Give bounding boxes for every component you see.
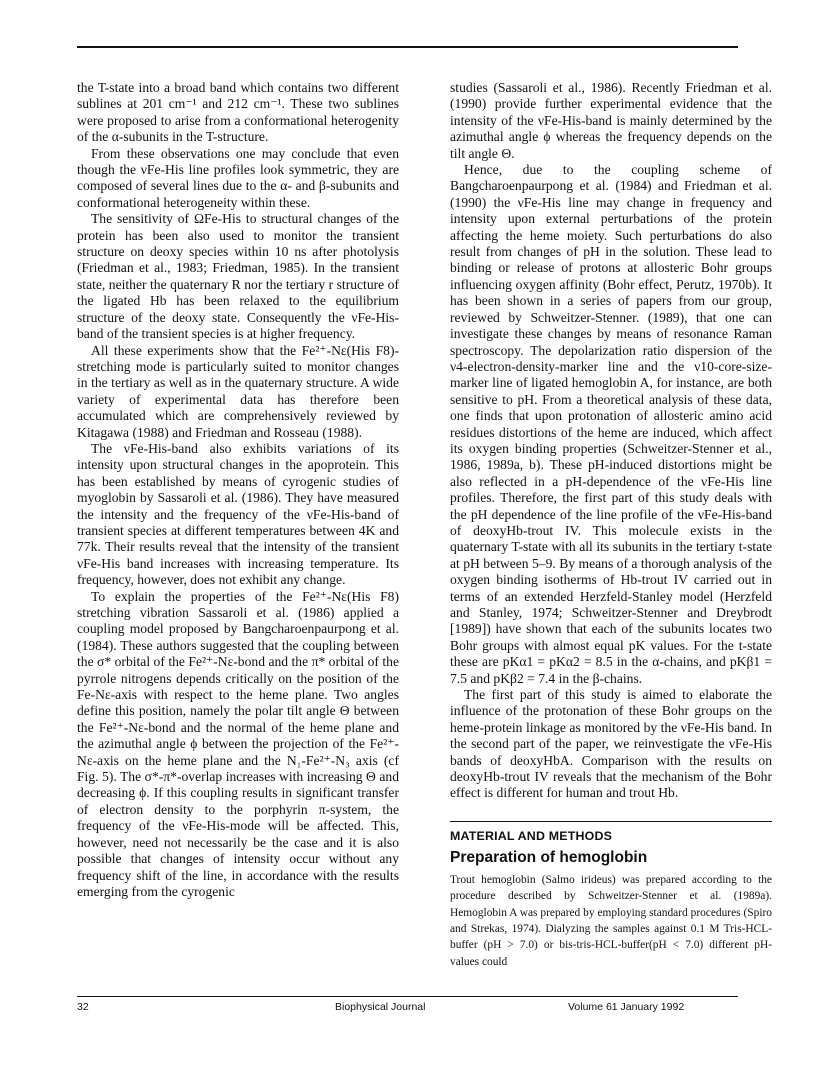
- journal-name: Biophysical Journal: [335, 1001, 426, 1013]
- paragraph: The first part of this study is aimed to elaborate the influence of the protonation of these Bohr groups on the heme-protein linkage as monitored by the νFe-His band. In the second part of the paper, we reinvestigate the νFe-His bands of deoxyHbA. Comparison with the results on deoxyHb-trout IV reveals that the mechanism of the Bohr effect is different for human and trout Hb.: [450, 687, 772, 801]
- subsection-title: Preparation of hemoglobin: [450, 849, 648, 867]
- left-column: [77, 80, 399, 900]
- paragraph: studies (Sassaroli et al., 1986). Recently Friedman et al. (1990) provide further experimental evidence that the intensity of the νFe-His-band is mainly determined by the azimuthal angle ϕ whereas the frequency depends on the tilt angle Θ.: [450, 80, 772, 161]
- methods-paragraph: Trout hemoglobin (Salmo irideus) was prepared according to the procedure described by Schweitzer-Stenner et al. (1989a). Hemoglobin A was prepared by employing standard procedures (Spiro and Strekas, 1974). Dialyzing the samples against 0.1 M Tris-HCL-buffer (pH > 7.0) or bis-tris-HCL-buffer(pH < 7.0) different pH-values could: [450, 873, 772, 968]
- paragraph: From these observations one may conclude that even though the νFe-His line profiles look symmetric, they are composed of several lines due to the α- and β-subunits and conformational heterogeneity within these.: [77, 145, 399, 210]
- section-rule: [450, 821, 772, 822]
- right-column: [450, 80, 772, 970]
- volume-date: Volume 61 January 1992: [568, 1001, 685, 1013]
- page-number: 32: [77, 1001, 89, 1013]
- paragraph: To explain the properties of the Fe²⁺-Nε(His F8) stretching vibration Sassaroli et al. (1986) applied a coupling model proposed by Bangcharoenpaurpong et al. (1984). These authors suggested that the coupling between the σ* orbital of the Fe²⁺-Nε-bond and the π* orbital of the pyrrole nitrogens depends critically on the position of the Fe-Nε-axis with respect to the heme plane. Two angles define this position, namely the polar tilt angle Θ between the Fe²⁺-Nε-bond and the normal of the heme plane and the azimuthal angle ϕ between the projection of the Fe²⁺-Nε-axis on the heme plane and the N₁-Fe²⁺-N₃ axis (cf Fig. 5). The σ*-π*-overlap increases with increasing Θ and decreasing ϕ. If this coupling results in significant transfer of electron density to the porphyrin π-system, the frequency of the νFe-His-mode will be affected. This, however, need not necessarily be the case and it is also possible that changes of intensity occur without any frequency shift of the line, in accordance with the results emerging from the cyrogenic: [77, 588, 399, 899]
- paragraph: the T-state into a broad band which contains two different sublines at 201 cm⁻¹ and 212 cm⁻¹. These two sublines were proposed to arise from a conformational heterogenity of the α-subunits in the T-structure.: [77, 80, 399, 145]
- footer-rule: [77, 996, 738, 997]
- paragraph: The νFe-His-band also exhibits variations of its intensity upon structural changes in the apoprotein. This has been established by means of cyrogenic studies of myoglobin by Sassaroli et al. (1986). They have measured the intensity and the frequency of the νFe-His-band of transient species at different temperatures between 4K and 77k. Their results reveal that the intensity of the transient νFe-His band increases with increasing temperature. Its frequency, however, does not exhibit any change.: [77, 440, 399, 588]
- section-title: MATERIAL AND METHODS: [450, 828, 613, 843]
- paragraph: The sensitivity of ΩFe-His to structural changes of the protein has been also used to monitor the transient structure on deoxy species within 10 ns after photolysis (Friedman et al., 1983; Friedman, 1985). In the transient state, neither the quaternary R nor the tertiary r structure of the ligated Hb has been relaxed to the equilibrium structure of the deoxy state. Consequently the νFe-His-band of the transient species is at higher frequency.: [77, 211, 399, 342]
- top-rule: [77, 46, 738, 48]
- paragraph: Hence, due to the coupling scheme of Bangcharoenpaurpong et al. (1984) and Friedman et al. (1990) the νFe-His line may change in frequency and intensity upon external perturbations of the protein affecting the heme moiety. Such perturbations do also result from changes of pH in the solution. These lead to binding or release of protons at allosteric Bohr groups influencing oxygen affinity (Bohr effect, Perutz, 1970b). It has been shown in a series of papers from our group, reviewed by Schweitzer-Stenner. (1989), that one can investigate these changes by means of resonance Raman spectroscopy. The depolarization ratio dispersion of the ν4-electron-density-marker line and the ν10-core-size-marker line of ligated hemoglobin A, for instance, are both sensitive to pH. From a theoretical analysis of these data, one finds that upon protonation of allosteric amino acid residues distortions of the heme are induced, which affect its oxygen binding properties (Schweitzer-Stenner et al., 1986, 1989a, b). These pH-induced distortions might be also reflected in a pH-dependence of the νFe-His line profiles. Therefore, the first part of this study deals with the pH dependence of the line profile of the νFe-His-band of deoxyHb-trout IV. This molecule exists in the quaternary T-state with all its subunits in the tertiary t-state at pH between 5–9. By means of a thorough analysis of the oxygen binding isotherms of Hb-trout IV carried out in terms of an extended Herzfeld-Stanley model (Herzfeld and Stanley, 1974; Schweitzer-Stenner and Dreybrodt [1989]) have shown that each of the subunits locates two Bohr groups with almost equal pK values. For the t-state these are pKα1 = pKα2 = 8.5 in the α-chains, and pKβ1 = 7.5 and pKβ2 = 7.4 in the β-chains.: [450, 162, 772, 686]
- paragraph: All these experiments show that the Fe²⁺-Nε(His F8)-stretching mode is particularly suited to monitor changes in the tertiary as well as in the quaternary structure. A wide variety of experimental data has therefore been accumulated which are comprehensively reviewed by Kitagawa (1988) and Friedman and Rosseau (1988).: [77, 342, 399, 440]
